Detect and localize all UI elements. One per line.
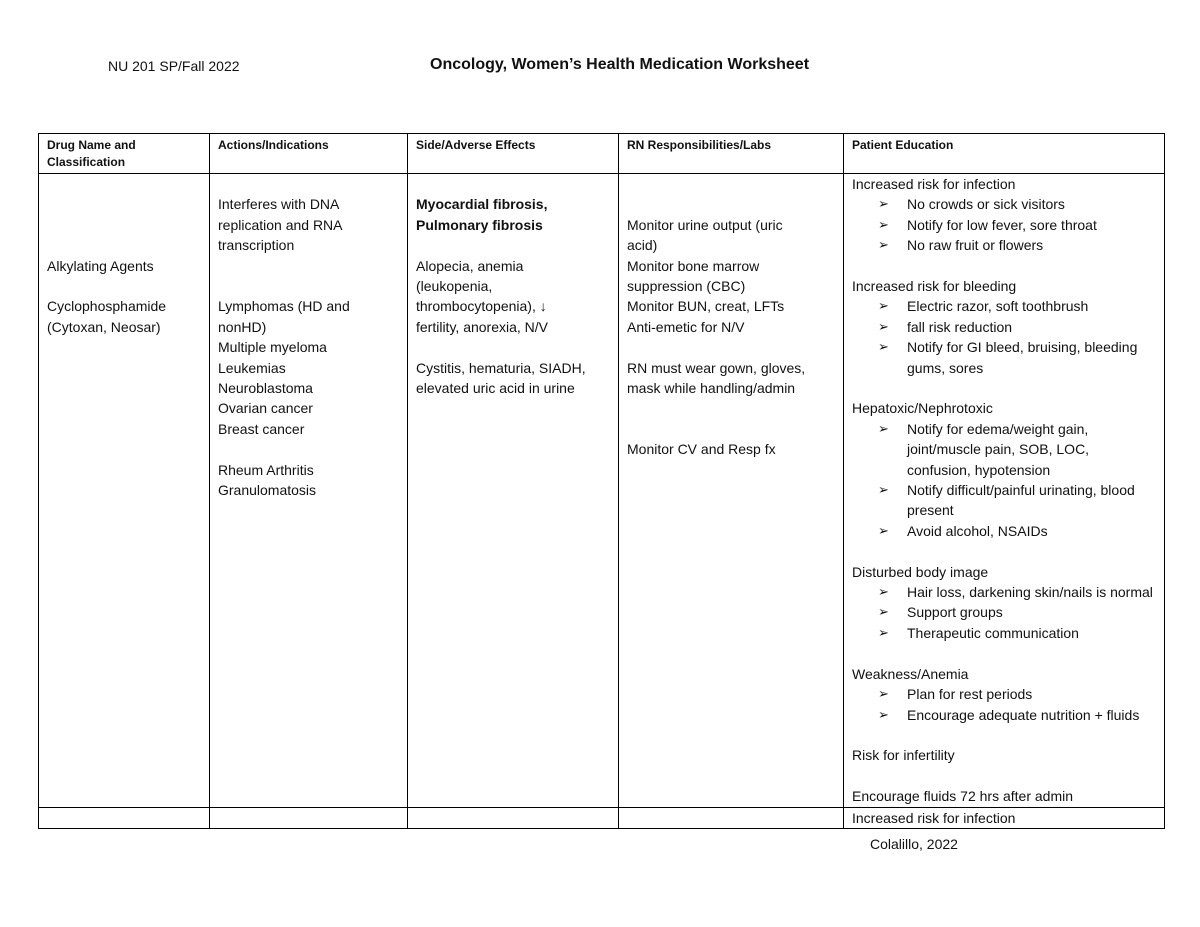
empty-cell (619, 807, 844, 828)
rn-line: suppression (CBC) (627, 278, 746, 294)
drug-name: Cyclophosphamide (47, 298, 167, 315)
education-cell (844, 174, 1165, 808)
education-item: Notify for GI bleed, bruising, bleeding gums, sores (907, 339, 1138, 376)
indication-line: Multiple myeloma (218, 339, 327, 356)
rn-line: acid) (627, 237, 658, 254)
arrow-bullet-icon: ➢ (878, 237, 889, 253)
side-effect-line: fertility, anorexia, N/V (416, 318, 549, 335)
rn-line: mask while handling/admin (627, 380, 796, 397)
arrow-bullet-icon: ➢ (878, 624, 889, 640)
education-heading: Risk for infertility (852, 747, 955, 764)
indication-line: Neuroblastoma (218, 380, 313, 397)
indication-line: Breast cancer (218, 420, 305, 437)
drug-cell (39, 174, 210, 808)
education-group (852, 276, 1156, 378)
arrow-bullet-icon: ➢ (878, 318, 889, 334)
indication-line: Leukemias (218, 359, 286, 376)
col-header-education: Patient Education (844, 134, 1165, 174)
list-item (878, 582, 1156, 602)
education-item: Notify difficult/painful urinating, blood present (907, 482, 1135, 519)
list-item (878, 705, 1156, 725)
col-header-actions: Actions/Indications (210, 134, 408, 174)
rn-line: Anti-emetic for N/V (627, 318, 745, 335)
rn-line: Monitor BUN, creat, LFTs (627, 298, 785, 315)
arrow-bullet-icon: ➢ (878, 216, 889, 232)
education-item: Plan for rest periods (907, 686, 1033, 703)
actions-line: Interferes with DNA (218, 196, 340, 213)
side-effect-line: Cystitis, hematuria, SIADH, (416, 359, 586, 376)
side-effect-line: elevated uric acid in urine (416, 380, 575, 397)
education-heading: Encourage fluids 72 hrs after admin (852, 788, 1074, 805)
education-group (852, 398, 1156, 541)
actions-line: transcription (218, 237, 295, 254)
arrow-bullet-icon: ➢ (878, 196, 889, 212)
table-header-row (39, 134, 1165, 174)
arrow-bullet-icon: ➢ (878, 706, 889, 722)
actions-line: replication and RNA (218, 216, 343, 233)
empty-cell (39, 807, 210, 828)
education-group (852, 174, 1156, 256)
list-item (878, 684, 1156, 704)
side-effect-bold-line: Myocardial fibrosis, (416, 196, 548, 213)
education-item: Electric razor, soft toothbrush (907, 298, 1089, 315)
list-item (878, 317, 1156, 337)
arrow-bullet-icon: ➢ (878, 482, 889, 498)
education-group (852, 562, 1156, 644)
side-effect-line: thrombocytopenia), ↓ (416, 298, 547, 315)
list-item (878, 480, 1156, 521)
medication-table (38, 133, 1165, 829)
list-item (878, 602, 1156, 622)
drug-brand: (Cytoxan, Neosar) (47, 318, 161, 335)
table-row (39, 807, 1165, 828)
side-effect-bold-line: Pulmonary fibrosis (416, 216, 543, 233)
rn-line: RN must wear gown, gloves, (627, 359, 806, 376)
col-header-rn: RN Responsibilities/Labs (619, 134, 844, 174)
education-item: Notify for edema/weight gain, joint/muscle pain, SOB, LOC, confusion, hypotension (907, 420, 1090, 478)
education-cell: Increased risk for infection (844, 807, 1165, 828)
indication-line: Rheum Arthritis (218, 461, 314, 478)
education-item: Notify for low fever, sore throat (907, 216, 1097, 233)
rn-line: Monitor CV and Resp fx (627, 441, 776, 458)
table-row (39, 174, 1165, 808)
empty-cell (210, 807, 408, 828)
indication-line: Ovarian cancer (218, 400, 313, 417)
education-group (852, 664, 1156, 725)
arrow-bullet-icon: ➢ (878, 686, 889, 702)
arrow-bullet-icon: ➢ (878, 298, 889, 314)
education-item: Therapeutic communication (907, 624, 1079, 641)
rn-line: Monitor bone marrow (627, 257, 760, 274)
education-item: Avoid alcohol, NSAIDs (907, 522, 1048, 539)
col-header-side-effects: Side/Adverse Effects (408, 134, 619, 174)
education-item: No crowds or sick visitors (907, 196, 1065, 213)
side-effect-line: (leukopenia, (416, 278, 493, 294)
education-item: No raw fruit or flowers (907, 237, 1044, 254)
arrow-bullet-icon: ➢ (878, 604, 889, 620)
list-item (878, 419, 1156, 480)
indication-line: Granulomatosis (218, 482, 317, 499)
arrow-bullet-icon: ➢ (878, 522, 889, 538)
course-label: NU 201 SP/Fall 2022 (108, 58, 240, 74)
list-item (878, 337, 1156, 378)
col-header-drug: Drug Name and Classification (39, 134, 210, 174)
list-item (878, 194, 1156, 214)
list-item (878, 623, 1156, 643)
education-heading: Increased risk for infection (852, 176, 1016, 192)
page-title: Oncology, Women’s Health Medication Worksheet (430, 56, 810, 73)
education-heading: Increased risk for bleeding (852, 278, 1017, 295)
arrow-bullet-icon: ➢ (878, 420, 889, 436)
list-item (878, 235, 1156, 255)
rn-cell (619, 174, 844, 808)
arrow-bullet-icon: ➢ (878, 584, 889, 600)
author-footer: Colalillo, 2022 (870, 836, 958, 852)
actions-cell (210, 174, 408, 808)
education-item: Encourage adequate nutrition + fluids (907, 706, 1140, 723)
education-heading: Weakness/Anemia (852, 665, 969, 682)
list-item (878, 215, 1156, 235)
side-effect-line: Alopecia, anemia (416, 257, 524, 274)
education-heading: Disturbed body image (852, 563, 989, 580)
empty-cell (408, 807, 619, 828)
drug-class: Alkylating Agents (47, 257, 154, 274)
list-item (878, 521, 1156, 541)
education-heading: Hepatoxic/Nephrotoxic (852, 400, 993, 417)
arrow-bullet-icon: ➢ (878, 339, 889, 355)
education-item: Support groups (907, 604, 1003, 621)
side-effects-cell (408, 174, 619, 808)
education-item: fall risk reduction (907, 318, 1013, 335)
indication-line: Lymphomas (HD and (218, 298, 350, 315)
education-item: Hair loss, darkening skin/nails is normal (907, 584, 1153, 601)
list-item (878, 296, 1156, 316)
rn-line: Monitor urine output (uric (627, 216, 783, 233)
indication-line: nonHD) (218, 318, 267, 335)
